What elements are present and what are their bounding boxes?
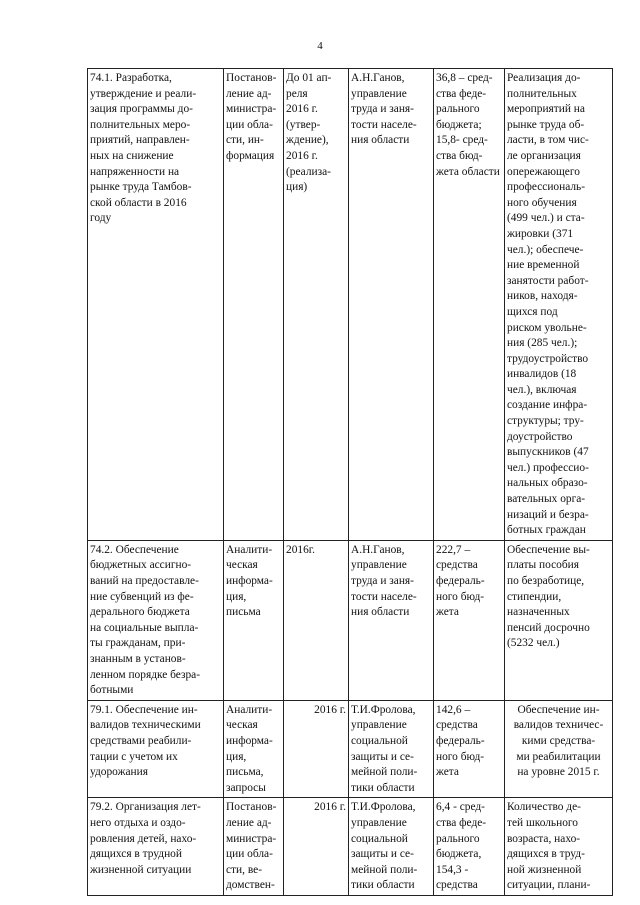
funding-cell: 142,6 – средства федераль- ного бюд- жета [434,700,505,798]
result-cell: Количество де- тей школьного возраста, нахо- дящихся в труд- ной жизненной ситуации, плани- [505,798,613,896]
page-number: 4 [317,40,323,52]
responsible-cell: Т.И.Фролова, управление социальной защиты и се- мейной поли- тики области [349,798,434,896]
table-row [88,69,613,541]
funding-cell: 6,4 - сред- ства феде- рального бюджета, 154,3 - средства [434,798,505,896]
result-cell: Обеспечение вы- платы пособия по безработице, стипендии, назначенных пенсий досрочно (5232 чел.) [505,540,613,700]
deadline-cell: 2016 г. [284,798,349,896]
measure-cell: 79.2. Организация лет- него отдыха и оздо- ровления детей, нахо- дящихся в трудной жизненной ситуации [88,798,224,896]
responsible-cell: Т.И.Фролова, управление социальной защиты и се- мейной поли- тики области [349,700,434,798]
result-cell: Обеспечение ин- валидов техничес- кими средства- ми реабилитации на уровне 2015 г. [505,700,613,798]
document-cell: Аналити- ческая информа- ция, письма, запросы [224,700,284,798]
table-row [88,540,613,700]
table-row [88,700,613,798]
deadline-cell: 2016 г. [284,700,349,798]
measure-cell: 79.1. Обеспечение ин- валидов техническими средствами реабили- тации с учетом их удорожания [88,700,224,798]
document-cell: Аналити- ческая информа- ция, письма [224,540,284,700]
measure-cell: 74.2. Обеспечение бюджетных ассигно- ваний на предоставле- ние субвенций из фе- дерального бюджета на социальные выпла- ты гражданам, при- знанным в установ- ленном порядке безра- ботными [88,540,224,700]
document-cell: Постанов- ление ад- министра- ции обла- сти, ве- домствен- [224,798,284,896]
measure-cell: 74.1. Разработка, утверждение и реали- зация программы до- полнительных меро- приятий, направлен- ных на снижение напряженности на рынке труда Тамбов- ской области в 2016 году [88,69,224,541]
deadline-cell: 2016г. [284,540,349,700]
measures-table [87,68,613,896]
responsible-cell: А.Н.Ганов, управление труда и заня- тости населе- ния области [349,540,434,700]
document-cell: Постанов- ление ад- министра- ции обла- сти, ин- формация [224,69,284,541]
table-row [88,798,613,896]
deadline-cell: До 01 ап- реля 2016 г. (утвер- ждение), 2016 г. (реализа- ция) [284,69,349,541]
result-cell: Реализация до- полнительных мероприятий на рынке труда об- ласти, в том чис- ле организация опережающего профессиональ- ного обучения (499 чел.) и ста- жировки (371 чел.); обеспече- ние временной занятости работ- ников, находя- щихся под риском увольне- ния (285 чел.); трудоустройство инвалидов (18 чел.), включая создание инфра- структуры; тру- доустройство выпускников (47 чел.) профессио- нальных образо- вательных орга- низаций и безра- ботных граждан [505,69,613,541]
funding-cell: 36,8 – сред- ства феде- рального бюджета; 15,8- сред- ства бюд- жета области [434,69,505,541]
responsible-cell: А.Н.Ганов, управление труда и заня- тости населе- ния области [349,69,434,541]
funding-cell: 222,7 – средства федераль- ного бюд- жета [434,540,505,700]
